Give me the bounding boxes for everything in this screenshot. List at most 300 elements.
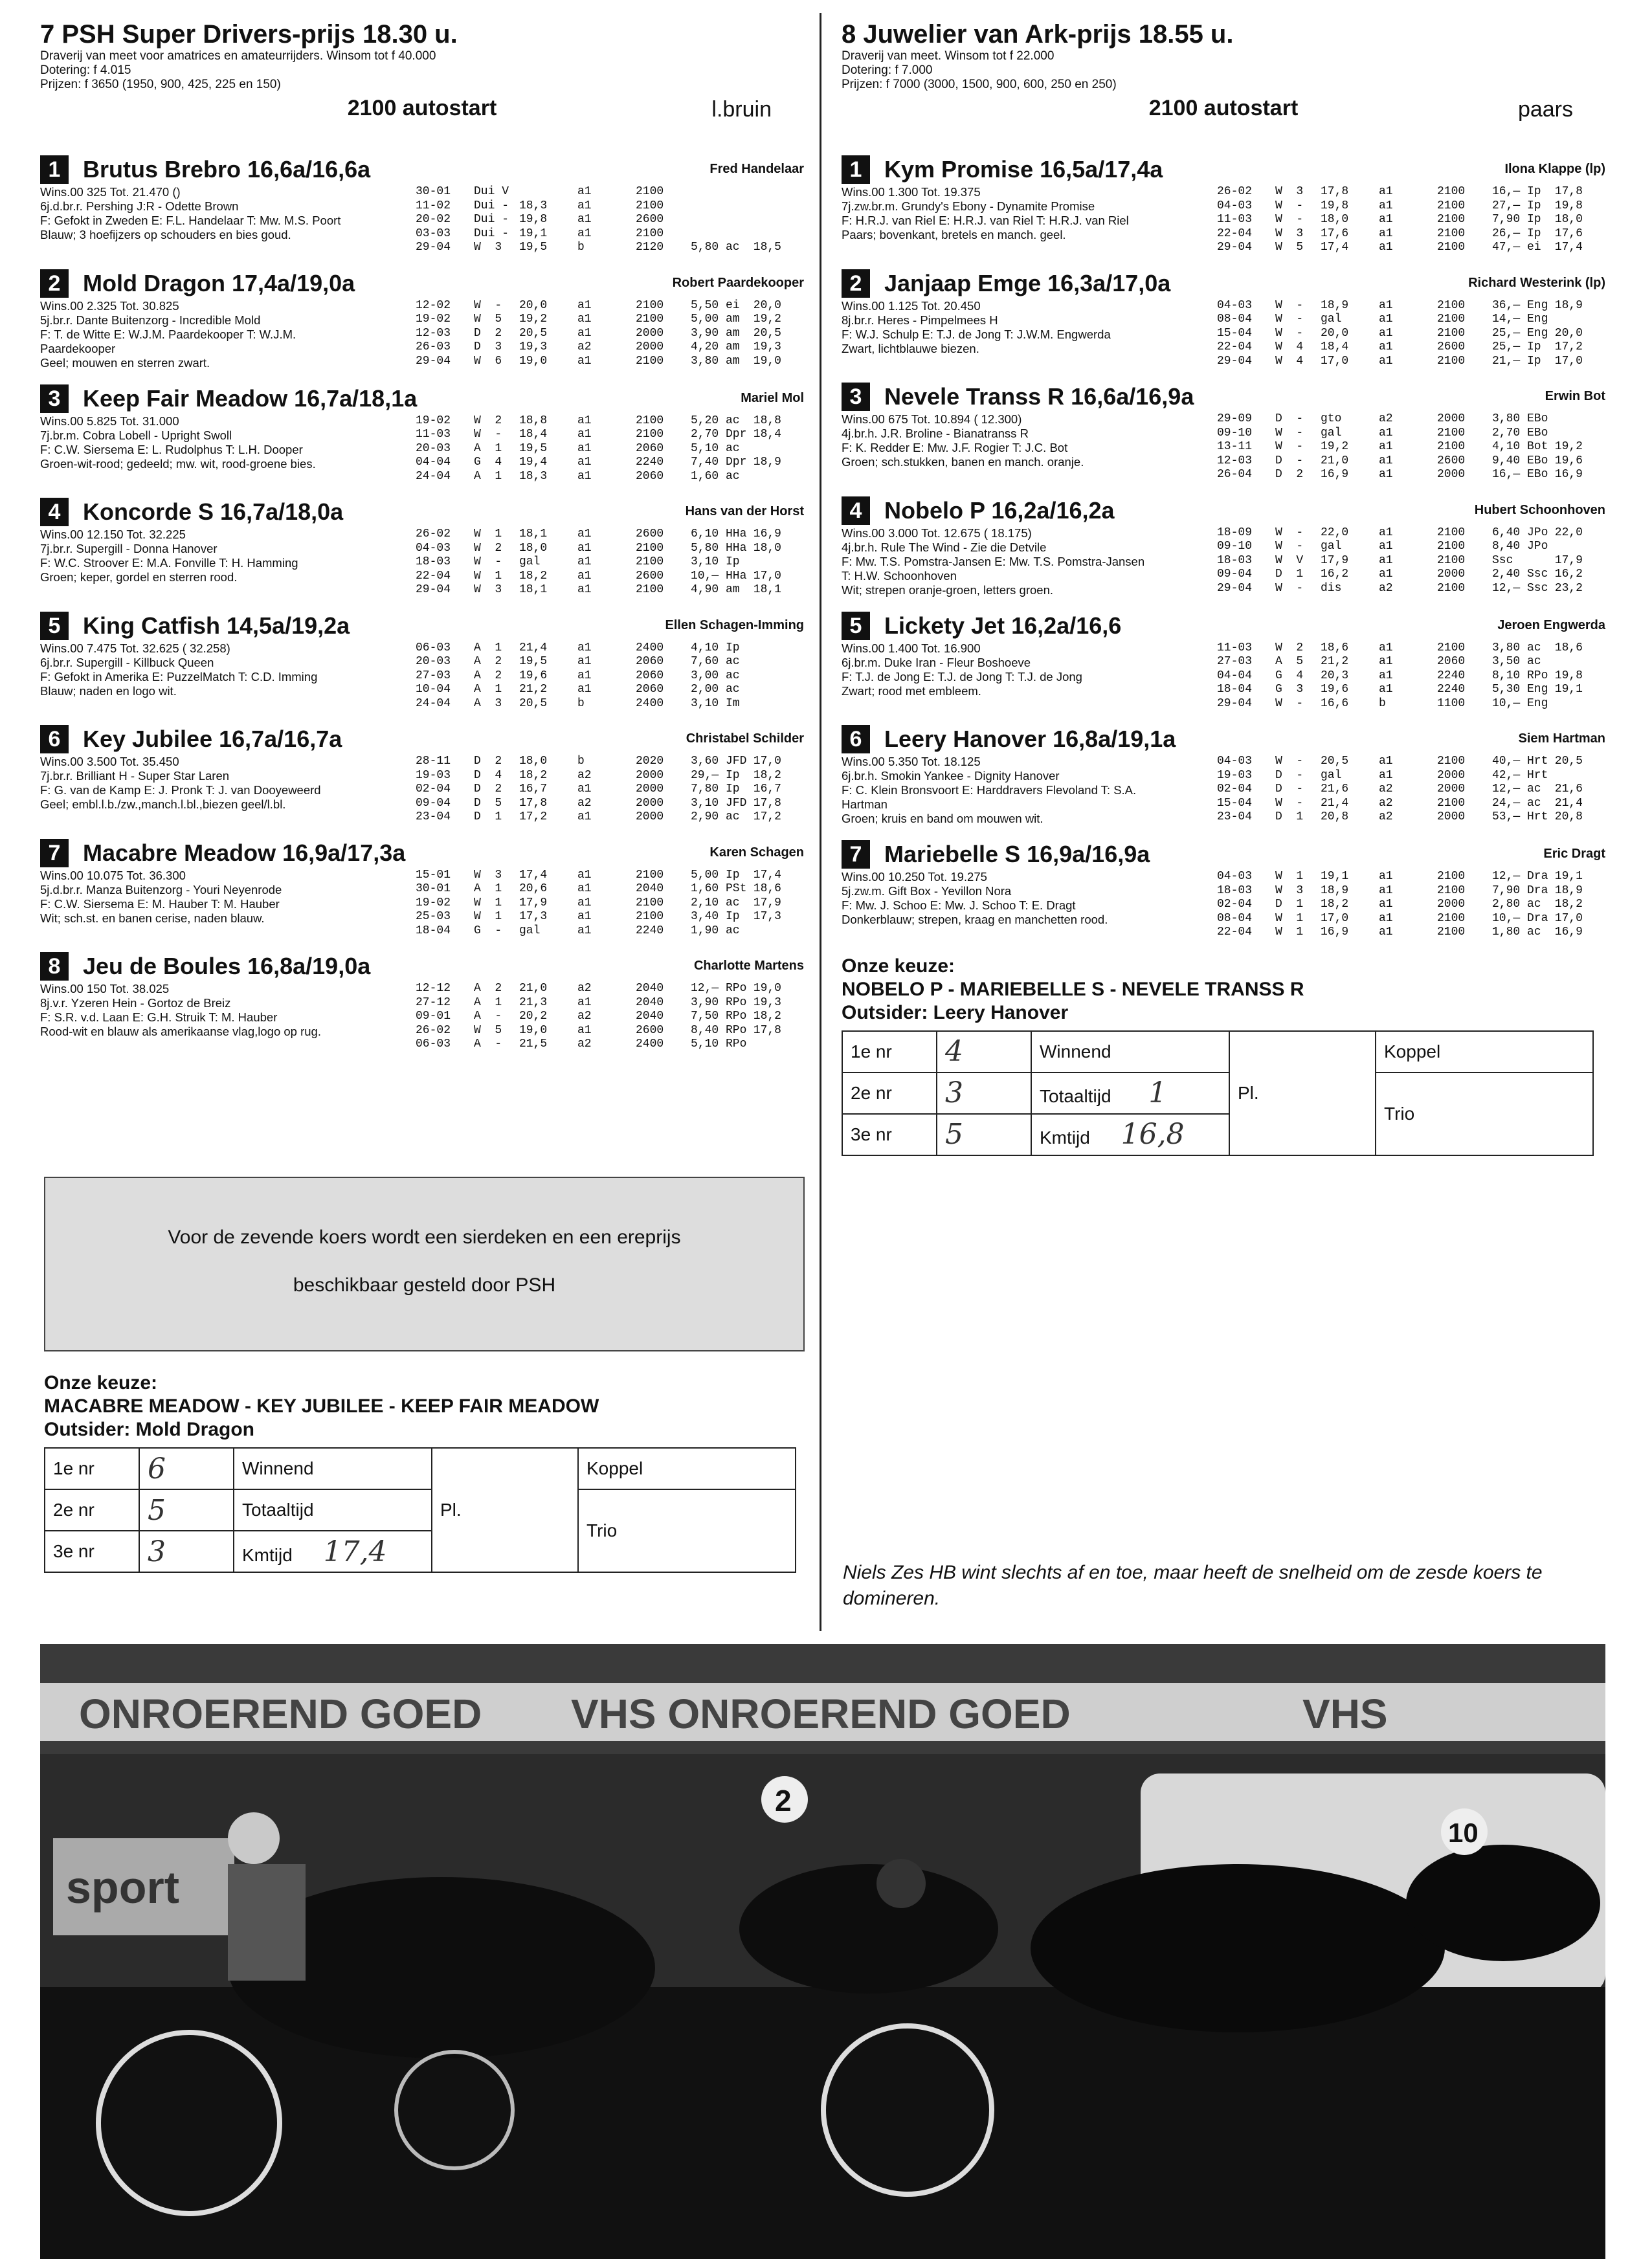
form-row: [416, 924, 781, 939]
horse-info-line: 8j.br.r. Heres - Pimpelmees H: [842, 313, 998, 327]
form-row: [1217, 185, 1583, 199]
form-row: [1217, 299, 1583, 313]
driver-name: Karen Schagen: [709, 845, 804, 860]
totaaltijd-cell: [1031, 1073, 1229, 1114]
form-cell: 2100: [1437, 227, 1466, 240]
form-cell: 18,9: [1554, 884, 1583, 897]
form-cell: a2: [577, 1010, 592, 1023]
form-cell: a1: [1379, 911, 1393, 925]
form-cell: 19-02: [416, 414, 451, 427]
horse-info-line: Wins.00 3.500 Tot. 35.450: [40, 755, 179, 768]
form-cell: a1: [1379, 199, 1393, 212]
form-cell: W 2: [474, 414, 502, 427]
totaaltijd-label: Totaaltijd: [1040, 1086, 1111, 1106]
form-cell: 12,— RPo: [691, 982, 747, 995]
form-cell: 20,5: [519, 326, 548, 340]
form-cell: 18,2: [753, 768, 781, 782]
form-row: [1217, 655, 1583, 669]
form-cell: 29-04: [416, 354, 451, 368]
form-cell: D 1: [1275, 568, 1304, 581]
form-cell: 18,9: [1554, 298, 1583, 312]
form-cell: 24,— ac: [1492, 796, 1541, 810]
form-cell: a1: [577, 541, 592, 555]
horse-info-line: Wins.00 10.250 Tot. 19.275: [842, 870, 987, 884]
form-cell: a1: [577, 469, 592, 483]
form-row: [416, 910, 781, 924]
form-cell: D 2: [474, 783, 502, 795]
form-row: [1217, 769, 1583, 783]
form-cell: 04-03: [1217, 755, 1253, 768]
form-cell: 17,3: [519, 910, 548, 923]
form-cell: 2100: [636, 910, 664, 923]
horse-info-line: F: W.C. Stroover E: M.A. Fonville T: H. Hamming: [40, 556, 298, 570]
form-cell: 16,2: [1321, 568, 1349, 581]
horse-entry: [842, 725, 1605, 826]
row-label: 1e nr: [842, 1031, 937, 1073]
form-cell: 06-03: [416, 641, 451, 654]
form-row: [1217, 440, 1583, 454]
form-cell: 2100: [636, 583, 664, 596]
form-cell: a1: [1379, 669, 1393, 682]
form-cell: 2000: [636, 783, 664, 795]
form-cell: W -: [1275, 581, 1304, 595]
form-cell: A 1: [474, 469, 502, 483]
form-cell: A 1: [474, 995, 502, 1009]
horse-info-line: Groen-wit-rood; gedeeld; mw. wit, rood-groene bies.: [40, 456, 316, 471]
form-cell: D 1: [474, 810, 502, 823]
form-cell: 27-03: [1217, 655, 1253, 668]
form-cell: 17,8: [753, 796, 781, 810]
form-cell: W 1: [474, 896, 502, 909]
race-color: paars: [1517, 97, 1573, 122]
left-prediction: [44, 1371, 808, 1573]
form-cell: 17,9: [1321, 553, 1349, 567]
form-cell: a1: [1379, 755, 1393, 768]
form-cell: 2,10 ac: [691, 896, 740, 909]
form-cell: a1: [577, 227, 592, 240]
form-cell: 09-04: [416, 796, 451, 810]
form-cell: a1: [577, 298, 592, 312]
form-cell: 22-04: [416, 569, 451, 583]
form-cell: a1: [1379, 241, 1393, 254]
horse-details: [842, 641, 1605, 711]
form-table: [1217, 299, 1583, 369]
horse-header: [40, 952, 804, 981]
horse-info-line: Zwart; rood met embleem.: [842, 684, 981, 698]
form-cell: a1: [1379, 440, 1393, 453]
form-cell: 27-03: [416, 669, 451, 682]
form-cell: 17,8: [1321, 185, 1349, 198]
form-cell: 18,4: [519, 428, 548, 441]
form-cell: G 4: [474, 456, 502, 469]
form-cell: W 2: [1275, 641, 1304, 654]
horse-number: 3: [842, 383, 870, 411]
horse-details: [40, 528, 804, 597]
form-cell: A 5: [1275, 655, 1304, 668]
form-cell: 1,90 ac: [691, 924, 740, 937]
form-cell: 2060: [636, 669, 664, 682]
form-row: [1217, 884, 1583, 898]
form-cell: 42,— Hrt: [1492, 768, 1548, 782]
form-cell: 5,30 Eng: [1492, 683, 1548, 696]
form-cell: 18,8: [753, 414, 781, 427]
race-header: [842, 19, 1605, 155]
form-cell: 16,— EBo: [1492, 468, 1548, 481]
horse-entry: [842, 269, 1605, 369]
form-cell: 12,— Ssc: [1492, 581, 1548, 595]
form-cell: 2100: [1437, 241, 1466, 254]
form-cell: a2: [1379, 810, 1393, 823]
form-cell: 09-04: [1217, 568, 1253, 581]
horse-info-line: Wins.00 5.825 Tot. 31.000: [40, 414, 179, 428]
horse-info-line: 5j.d.br.r. Manza Buitenzorg - Youri Neyenrode: [40, 882, 282, 896]
form-cell: [742, 470, 781, 484]
form-cell: W -: [1275, 755, 1304, 768]
form-cell: a1: [1379, 213, 1393, 226]
form-cell: 18,1: [519, 583, 548, 596]
handwritten-totaaltijd[interactable]: 1: [1148, 1076, 1167, 1109]
prediction-table: [842, 1030, 1594, 1156]
form-cell: a1: [577, 185, 592, 198]
form-cell: 2240: [1437, 669, 1466, 682]
form-cell: 2600: [636, 1023, 664, 1037]
form-cell: W 6: [474, 354, 502, 368]
form-cell: 25,— Ip: [1492, 340, 1541, 353]
horse-name: Koncorde S 16,7a/18,0a: [83, 498, 344, 525]
horse-list: [842, 155, 1605, 940]
horse-entry: [40, 952, 804, 1052]
form-cell: 16,9: [1554, 926, 1583, 939]
form-cell: 2240: [1437, 683, 1466, 696]
form-cell: W 5: [474, 313, 502, 326]
handwritten-entry[interactable]: 4: [937, 1031, 1031, 1073]
form-cell: 2100: [1437, 213, 1466, 226]
form-cell: 2000: [1437, 810, 1466, 823]
form-cell: 29-04: [1217, 354, 1253, 368]
form-cell: W -: [1275, 696, 1304, 710]
banner-text-mid: VHS ONROEREND GOED: [571, 1691, 1071, 1737]
horse-info: [40, 641, 403, 711]
horse-number: 3: [40, 384, 69, 413]
form-cell: 8,40 JPo: [1492, 540, 1548, 553]
form-cell: A 2: [474, 982, 502, 995]
form-cell: 2100: [1437, 185, 1466, 198]
form-cell: 17,3: [753, 910, 781, 923]
form-cell: 18,0: [519, 541, 548, 555]
horse-name: Keep Fair Meadow 16,7a/18,1a: [83, 384, 418, 412]
form-row: [416, 185, 781, 199]
row-label: 3e nr: [45, 1531, 139, 1572]
form-row: [1217, 783, 1583, 797]
form-cell: 18,4: [1321, 340, 1349, 353]
horse-info-line: 8j.v.r. Yzeren Hein - Gortoz de Breiz: [40, 996, 231, 1010]
race-prizes: Prijzen: f 3650 (1950, 900, 425, 225 en 150): [40, 78, 281, 91]
form-cell: 18,3: [519, 199, 548, 212]
handwritten-kmtijd[interactable]: 16,8: [1121, 1118, 1185, 1151]
horse-number: 2: [842, 269, 870, 298]
form-cell: a1: [577, 441, 592, 455]
horse-entry: [842, 383, 1605, 482]
form-cell: 29-04: [416, 583, 451, 596]
horse-list: [40, 155, 804, 1052]
form-cell: 19,4: [519, 456, 548, 469]
handwritten-entry[interactable]: 3: [139, 1531, 234, 1572]
form-cell: W -: [474, 428, 502, 441]
form-cell: 21,6: [1554, 783, 1583, 795]
form-cell: a1: [1379, 540, 1393, 553]
form-cell: 2000: [636, 796, 664, 810]
horse-info-line: F: T.J. de Jong E: T.J. de Jong T: T.J. de Jong: [842, 669, 1082, 684]
form-cell: 20,5: [1554, 755, 1583, 768]
form-cell: D -: [1275, 454, 1304, 467]
horse-2-body: [1031, 1864, 1445, 2032]
form-row: [1217, 912, 1583, 926]
form-cell: 2100: [1437, 440, 1466, 453]
handwritten-entry[interactable]: 5: [937, 1114, 1031, 1155]
form-cell: 2100: [636, 354, 664, 368]
handwritten-kmtijd[interactable]: 17,4: [323, 1535, 387, 1568]
horse-info-line: F: G. van de Kamp E: J. Pronk T: J. van Dooyeweerd: [40, 783, 321, 797]
form-cell: W 3: [474, 868, 502, 882]
form-cell: 21,6: [1321, 783, 1349, 795]
form-cell: 3,10 Im: [691, 696, 740, 710]
form-cell: 17,9: [753, 896, 781, 909]
form-cell: a1: [577, 910, 592, 923]
form-cell: 16,2: [1554, 568, 1583, 581]
form-cell: 18,4: [753, 428, 781, 441]
horse-info-line: F: Gefokt in Amerika E: PuzzelMatch T: C.D. Imming: [40, 669, 318, 684]
form-cell: D -: [1275, 783, 1304, 795]
form-cell: 20,5: [753, 326, 781, 340]
form-cell: 19,0: [753, 354, 781, 368]
horse-entry: [842, 612, 1605, 711]
form-cell: 11-02: [416, 199, 451, 212]
form-cell: 2100: [636, 199, 664, 212]
form-cell: 21,2: [519, 683, 548, 696]
form-cell: Dui -: [474, 227, 509, 240]
form-cell: A -: [474, 1010, 502, 1023]
form-cell: 2100: [636, 541, 664, 555]
form-row: [1217, 870, 1583, 884]
form-cell: 18,2: [753, 1010, 781, 1023]
driver-name: Hubert Schoonhoven: [1474, 502, 1605, 517]
horse-info-line: Wins.00 2.325 Tot. 30.825: [40, 298, 179, 313]
form-cell: [1544, 412, 1583, 427]
form-cell: 2000: [636, 340, 664, 353]
form-cell: W -: [1275, 199, 1304, 212]
form-cell: 21,4: [1554, 796, 1583, 810]
horse-info-line: Paardekooper: [40, 341, 116, 355]
form-cell: a1: [577, 669, 592, 682]
horse-name: Kym Promise 16,5a/17,4a: [884, 156, 1163, 183]
form-table: [416, 528, 781, 597]
form-cell: D 1: [1275, 898, 1304, 911]
form-cell: 18,2: [1321, 898, 1349, 911]
form-cell: 3,10 Ip: [691, 555, 740, 568]
form-cell: 2060: [636, 655, 664, 668]
horse-info-line: Zwart, lichtblauwe biezen.: [842, 341, 979, 355]
form-cell: 2100: [636, 428, 664, 441]
handwritten-entry[interactable]: 6: [139, 1448, 234, 1489]
handwritten-entry[interactable]: 3: [937, 1073, 1031, 1114]
form-table: [416, 185, 781, 255]
form-cell: 5,00 Ip: [691, 868, 740, 882]
form-row: [416, 470, 781, 484]
horse-info-line: Wins.00 10.075 Tot. 36.300: [40, 868, 186, 882]
form-cell: 2100: [1437, 581, 1466, 595]
form-cell: a1: [1379, 468, 1393, 481]
keuze-title: Onze keuze:: [842, 955, 955, 977]
form-cell: W 4: [1275, 354, 1304, 368]
horse-name: Leery Hanover 16,8a/19,1a: [884, 726, 1176, 752]
row-label: 3e nr: [842, 1114, 937, 1155]
form-cell: 16,9: [1321, 468, 1349, 481]
form-cell: [742, 697, 781, 711]
form-cell: b: [1379, 696, 1386, 710]
form-cell: 17,2: [753, 810, 781, 823]
horse-number: 5: [842, 612, 870, 640]
horse-info-line: Blauw; naden en logo wit.: [40, 684, 177, 698]
form-cell: 29,— Ip: [691, 768, 740, 782]
form-cell: 06-03: [416, 1038, 451, 1051]
form-cell: 18,2: [1554, 898, 1583, 911]
race-start: 2100 autostart: [1148, 96, 1299, 120]
horse-entry: [40, 725, 804, 825]
handwritten-entry[interactable]: 5: [139, 1489, 234, 1531]
form-cell: [1544, 540, 1583, 554]
form-cell: 21,2: [1321, 655, 1349, 668]
form-cell: 2,70 EBo: [1492, 426, 1548, 439]
form-cell: W V: [1275, 553, 1304, 567]
form-row: [1217, 797, 1583, 811]
form-cell: 18-09: [1217, 526, 1253, 539]
form-cell: 3,00 ac: [691, 669, 740, 682]
form-cell: 08-04: [1217, 911, 1253, 925]
form-cell: 20,5: [519, 696, 548, 710]
form-cell: a1: [577, 456, 592, 469]
form-cell: 2600: [636, 213, 664, 226]
form-cell: 28-11: [416, 755, 451, 768]
form-cell: 29-09: [1217, 412, 1253, 425]
form-row: [416, 655, 781, 669]
horse-info-line: Donkerblauw; strepen, kraag en manchetten rood.: [842, 913, 1108, 926]
horse-info-line: Wins.00 5.350 Tot. 18.125: [842, 755, 981, 768]
form-cell: W 5: [474, 1023, 502, 1037]
form-cell: 2000: [636, 326, 664, 340]
race-color: l.bruin: [711, 97, 772, 122]
form-cell: b: [577, 241, 585, 254]
horse-info-line: Wins.00 325 Tot. 21.470 (): [40, 185, 181, 199]
form-cell: 3,80 EBo: [1492, 412, 1548, 425]
form-table: [1217, 526, 1583, 597]
form-cell: [519, 185, 577, 199]
horse-info: [842, 299, 1204, 369]
form-cell: a1: [577, 428, 592, 441]
form-cell: [742, 555, 781, 570]
form-cell: 47,— ei: [1492, 241, 1541, 254]
form-cell: a2: [577, 982, 592, 995]
kmtijd-label: Kmtijd: [242, 1544, 293, 1565]
form-cell: 16,9: [753, 528, 781, 540]
form-cell: 2240: [636, 456, 664, 469]
horse-entry: [40, 498, 804, 597]
form-cell: W 3: [1275, 227, 1304, 240]
outsider: Outsider: Leery Hanover: [842, 1001, 1069, 1023]
form-cell: A 1: [474, 882, 502, 895]
form-cell: 2060: [1437, 655, 1466, 668]
form-cell: 19,1: [1554, 870, 1583, 883]
form-table: [416, 755, 781, 825]
form-cell: 2100: [636, 298, 664, 312]
form-cell: 04-04: [416, 456, 451, 469]
pl-label: Pl.: [432, 1448, 578, 1572]
form-cell: 2100: [1437, 755, 1466, 768]
form-cell: 09-10: [1217, 426, 1253, 439]
form-cell: a2: [577, 768, 592, 782]
form-cell: 18-04: [1217, 683, 1253, 696]
horse-info-line: T: H.W. Schoonhoven: [842, 568, 957, 583]
sport-board-text: sport: [66, 1862, 179, 1913]
form-cell: a1: [577, 326, 592, 340]
horse-name: King Catfish 14,5a/19,2a: [83, 612, 350, 639]
form-row: [1217, 468, 1583, 482]
driver-name: Richard Westerink (lp): [1468, 275, 1605, 290]
photo-caption: Niels Zes HB wint slechts af en toe, maar heeft de snelheid om de zesde koers te domineren.: [843, 1562, 1543, 1609]
form-cell: 2100: [1437, 199, 1466, 212]
horse-entry: [40, 155, 804, 255]
horse-entry: [40, 839, 804, 939]
totaaltijd-label: Totaaltijd: [234, 1489, 432, 1531]
form-cell: D -: [1275, 412, 1304, 425]
form-row: [416, 299, 781, 313]
form-cell: A 2: [474, 669, 502, 682]
form-cell: 2100: [1437, 526, 1466, 539]
form-cell: W -: [1275, 298, 1304, 312]
form-cell: 10-04: [416, 683, 451, 696]
horse-info-line: Wit; sch.st. en banen cerise, naden blauw.: [40, 911, 265, 925]
form-cell: 2100: [1437, 796, 1466, 810]
form-row: [416, 755, 781, 769]
form-cell: 1,60 ac: [691, 469, 740, 483]
horse-info-line: 5j.br.r. Dante Buitenzorg - Incredible Mold: [40, 313, 261, 327]
form-cell: [691, 199, 742, 214]
horse-info-line: Wins.00 7.475 Tot. 32.625 ( 32.258): [40, 641, 230, 655]
form-cell: 2400: [636, 1038, 664, 1051]
form-row: [416, 769, 781, 783]
form-cell: 5,10 ac: [691, 441, 740, 455]
form-cell: a2: [577, 796, 592, 810]
form-cell: 2100: [636, 227, 664, 240]
form-cell: 2060: [636, 441, 664, 455]
form-cell: W -: [1275, 326, 1304, 340]
horse-info-line: Groen; sch.stukken, banen en manch. oranje.: [842, 455, 1084, 469]
form-cell: 1,80 ac: [1492, 926, 1541, 939]
horse-number: 6: [40, 725, 69, 753]
form-cell: A 1: [474, 441, 502, 455]
form-row: [416, 896, 781, 911]
form-cell: 2100: [1437, 313, 1466, 326]
row-label: 2e nr: [45, 1489, 139, 1531]
form-table: [1217, 870, 1583, 940]
form-cell: 18-04: [416, 924, 451, 937]
keuze-title: Onze keuze:: [44, 1372, 158, 1394]
form-table: [1217, 755, 1583, 826]
form-cell: 27-12: [416, 995, 451, 1009]
horse-info-line: Geel; embl.l.b./zw.,manch.l.bl.,biezen geel/l.bl.: [40, 797, 286, 811]
form-cell: 18-03: [1217, 884, 1253, 897]
winnend-label: Winnend: [1031, 1031, 1229, 1073]
horse-info-line: 6j.br.r. Supergill - Killbuck Queen: [40, 655, 214, 669]
